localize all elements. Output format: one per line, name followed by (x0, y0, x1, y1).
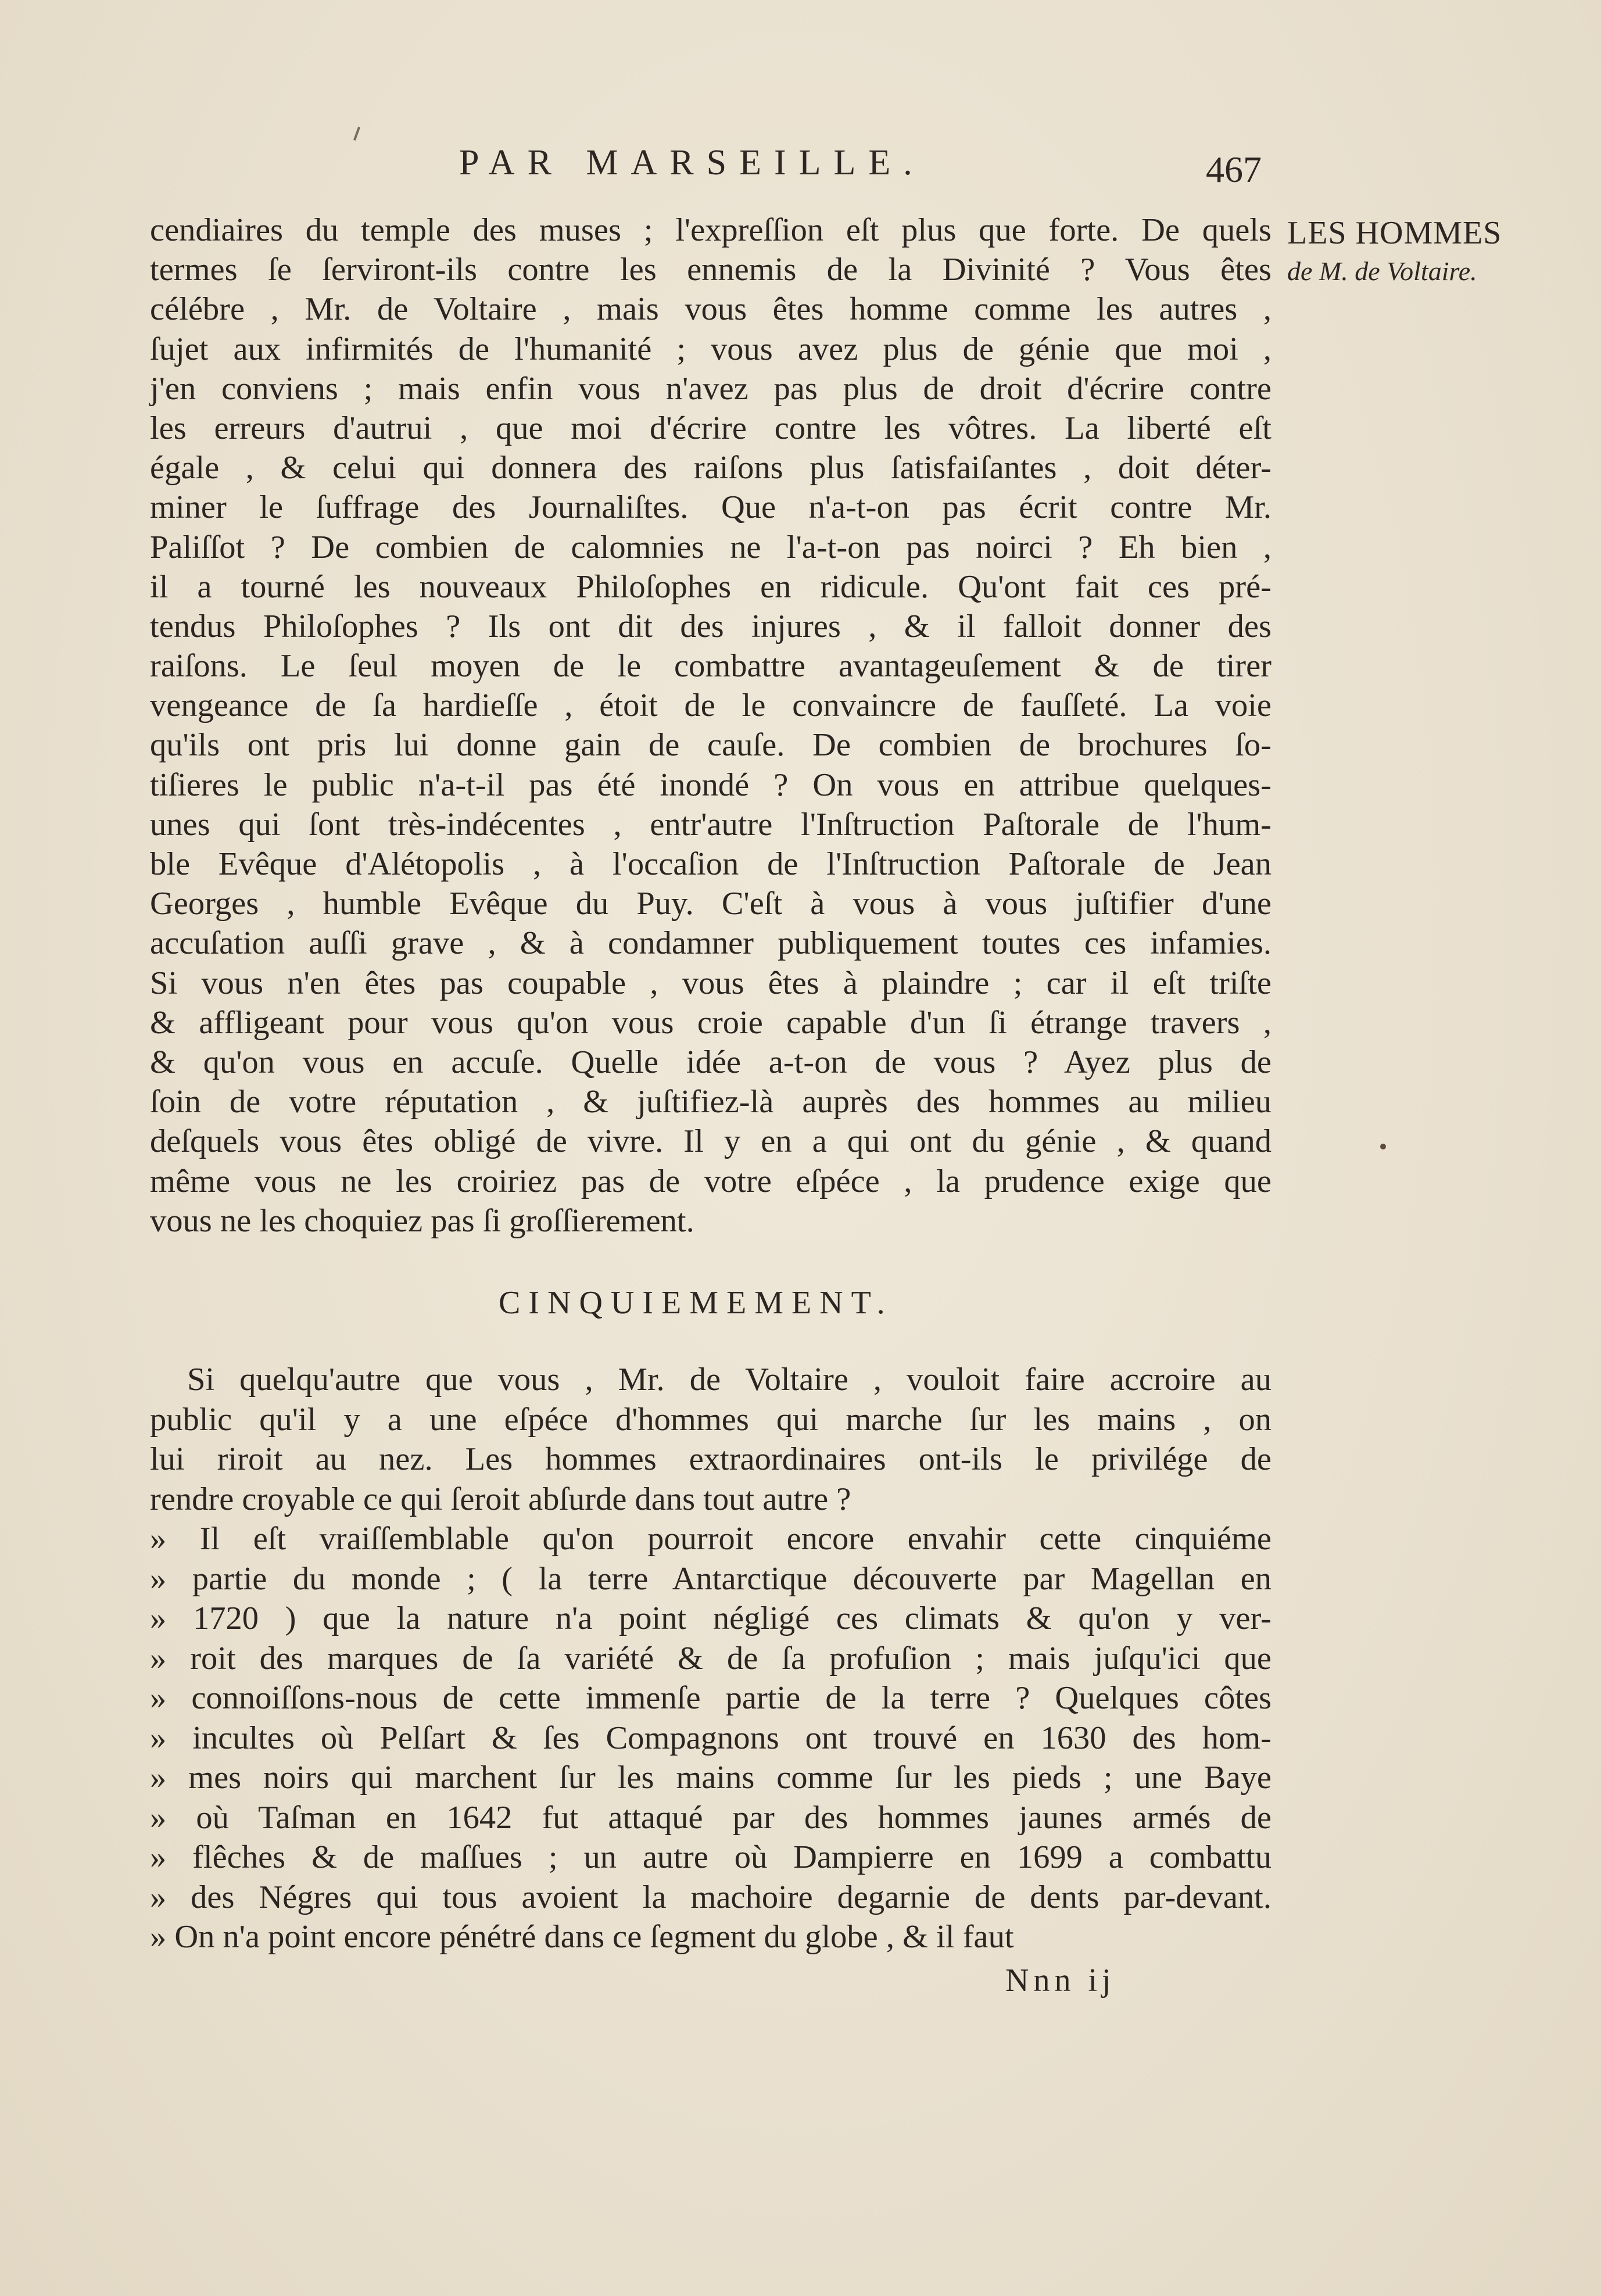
text-line: même vous ne les croiriez pas de votre eſpéce , la prudence exige que (150, 1163, 1272, 1199)
text-line: vous ne les choquiez pas ſi groſſierement. (150, 1202, 694, 1239)
paragraph-1 (150, 210, 1272, 1241)
text-line: » On n'a point encore pénétré dans ce ſegment du globe , & il faut (150, 1919, 1014, 1955)
ink-speck (1380, 1144, 1386, 1149)
text-line: Si vous n'en êtes pas coupable , vous êtes à plaindre ; car il eſt triſte (150, 965, 1272, 1001)
text-line: » roit des marques de ſa variété & de ſa profuſion ; mais juſqu'ici que (150, 1640, 1272, 1677)
text-line: égale , & celui qui donnera des raiſons plus ſatisfaiſantes , doit déter- (150, 450, 1272, 486)
signature-mark: Nnn ij (1005, 1962, 1116, 1998)
ink-mark (353, 127, 360, 141)
text-line: Si quelqu'autre que vous , Mr. de Voltaire , vouloit faire accroire au (187, 1362, 1272, 1398)
text-line: Georges , humble Evêque du Puy. C'eſt à vous à vous juſtifier d'une (150, 886, 1272, 922)
text-line: » Il eſt vraiſſemblable qu'on pourroit encore envahir cette cinquiéme (150, 1521, 1272, 1557)
text-line: raiſons. Le ſeul moyen de le combattre avantageuſement & de tirer (150, 648, 1272, 685)
text-line: tiſieres le public n'a-t-il pas été inondé ? On vous en attribue quelques- (150, 766, 1272, 803)
text-line: j'en conviens ; mais enfin vous n'avez pas plus de droit d'écrire contre (150, 370, 1272, 407)
text-line: deſquels vous êtes obligé de vivre. Il y en a qui ont du génie , & quand (150, 1123, 1272, 1160)
text-line: tendus Philoſophes ? Ils ont dit des injures , & il falloit donner des (150, 608, 1272, 644)
text-line: ſujet aux infirmités de l'humanité ; vous avez plus de génie que moi , (150, 331, 1272, 367)
text-line: » flêches & de maſſues ; un autre où Dampierre en 1699 a combattu (150, 1839, 1272, 1875)
text-line: ſoin de votre réputation , & juſtifiez-là auprès des hommes au milieu (150, 1084, 1272, 1120)
text-line: » connoiſſons-nous de cette immenſe partie de la terre ? Quelques côtes (150, 1680, 1272, 1716)
text-line: » mes noirs qui marchent ſur les mains comme ſur les pieds ; une Baye (150, 1760, 1272, 1796)
text-line: Paliſſot ? De combien de calomnies ne l'a-t-on pas noirci ? Eh bien , (150, 529, 1272, 565)
text-line: célébre , Mr. de Voltaire , mais vous êtes homme comme les autres , (150, 291, 1272, 328)
text-line: » partie du monde ; ( la terre Antarctique découverte par Magellan en (150, 1560, 1272, 1597)
text-line: & affligeant pour vous qu'on vous croie capable d'un ſi étrange travers , (150, 1004, 1272, 1041)
text-line: les erreurs d'autrui , que moi d'écrire contre les vôtres. La liberté eſt (150, 410, 1272, 446)
text-line: ble Evêque d'Alétopolis , à l'occaſion de l'Inſtruction Paſtorale de Jean (150, 846, 1272, 882)
text-line: qu'ils ont pris lui donne gain de cauſe. De combien de brochures ſo- (150, 727, 1272, 764)
text-line: vengeance de ſa hardieſſe , étoit de le convaincre de fauſſeté. La voie (150, 687, 1272, 724)
margin-note-line2: de M. de Voltaire. (1287, 256, 1477, 286)
running-title: PAR MARSEILLE. (459, 143, 925, 182)
text-line: » des Négres qui tous avoient la machoire degarnie de dents par-devant. (150, 1879, 1272, 1915)
text-line: & qu'on vous en accuſe. Quelle idée a-t-on de vous ? Ayez plus de (150, 1044, 1272, 1080)
page-number: 467 (1206, 149, 1262, 190)
text-line: » incultes où Pelſart & ſes Compagnons ont trouvé en 1630 des hom- (150, 1720, 1272, 1756)
paragraph-2 (150, 1360, 1272, 1957)
text-line: unes qui ſont très-indécentes , entr'autre l'Inſtruction Paſtorale de l'hum- (150, 806, 1272, 843)
text-line: » 1720 ) que la nature n'a point négligé ces climats & qu'on y ver- (150, 1600, 1272, 1636)
margin-note-line1: LES HOMMES (1287, 215, 1502, 251)
text-line: public qu'il y a une eſpéce d'hommes qui marche ſur les mains , on (150, 1401, 1272, 1438)
text-line: miner le ſuffrage des Journaliſtes. Que n'a-t-on pas écrit contre Mr. (150, 489, 1272, 526)
text-line: rendre croyable ce qui ſeroit abſurde dans tout autre ? (150, 1481, 851, 1517)
text-line: termes ſe ſerviront-ils contre les ennemis de la Divinité ? Vous êtes (150, 252, 1272, 288)
text-line: accuſation auſſi grave , & à condamner publiquement toutes ces infamies. (150, 925, 1272, 962)
section-title: CINQUIEMEMENT. (499, 1285, 893, 1321)
text-line: il a tourné les nouveaux Philoſophes en ridicule. Qu'ont fait ces pré- (150, 568, 1272, 605)
text-line: » où Taſman en 1642 fut attaqué par des hommes jaunes armés de (150, 1799, 1272, 1836)
text-line: lui riroit au nez. Les hommes extraordinaires ont-ils le privilége de (150, 1441, 1272, 1477)
text-line: cendiaires du temple des muses ; l'expreſſion eſt plus que forte. De quels (150, 212, 1272, 248)
margin-note (1287, 214, 1589, 291)
